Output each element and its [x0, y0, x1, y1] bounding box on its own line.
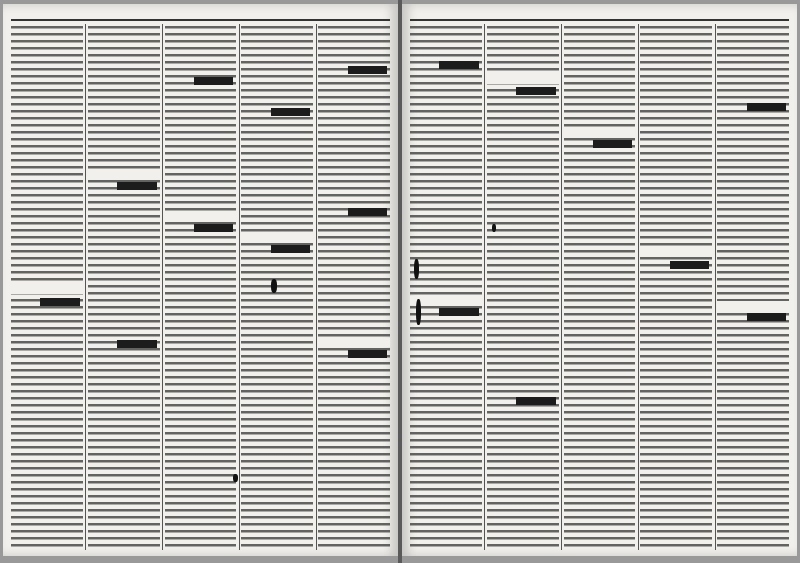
right-page-bold-heading [516, 397, 555, 405]
left-page-bold-heading [271, 245, 310, 253]
left-page-text-column [88, 24, 160, 550]
right-page-text-column [410, 24, 482, 550]
left-page-bold-heading [194, 77, 233, 85]
right-page-paragraph-gap [487, 75, 559, 84]
right-page-ink-mark [416, 299, 421, 325]
left-page-column-rule [239, 24, 240, 550]
left-page [3, 4, 398, 556]
left-page-bold-heading [348, 208, 387, 216]
left-page-column-rule [85, 24, 86, 550]
left-page-bold-heading [40, 298, 79, 306]
left-page-ink-mark [233, 474, 238, 482]
right-page-text-column [487, 24, 559, 550]
left-page-paragraph-gap [88, 169, 160, 178]
right-page-bold-heading [747, 313, 786, 321]
left-page-bold-heading [348, 350, 387, 358]
right-page-paragraph-gap [640, 248, 712, 257]
right-page-column-rule [715, 24, 716, 550]
right-page-paragraph-gap [717, 301, 789, 310]
right-page-ink-mark [492, 224, 496, 232]
left-page-column-rule [162, 24, 163, 550]
right-page-paragraph-gap [410, 296, 482, 305]
left-page-bold-heading [117, 340, 156, 348]
left-page-ink-mark [271, 279, 277, 293]
left-page-paragraph-gap [241, 232, 313, 241]
right-page-bold-heading [670, 261, 709, 269]
right-page-column-rule [484, 24, 485, 550]
right-page-column-rule [561, 24, 562, 550]
left-page-bold-heading [194, 224, 233, 232]
right-page-column-rule [638, 24, 639, 550]
right-page-paragraph-gap [564, 127, 636, 136]
right-page-bold-heading [516, 87, 555, 95]
left-page-paragraph-gap [318, 338, 390, 347]
right-page-bold-heading [747, 103, 786, 111]
left-page-text-column [318, 24, 390, 550]
right-page-bold-heading [439, 308, 478, 316]
left-page-bold-heading [348, 66, 387, 74]
right-page [402, 4, 797, 556]
left-page-header [11, 6, 390, 21]
right-page-header [410, 6, 789, 21]
left-page-column-rule [316, 24, 317, 550]
right-page-text-column [564, 24, 636, 550]
left-page-text-column [241, 24, 313, 550]
left-page-paragraph-gap [11, 285, 83, 294]
right-page-text-column [640, 24, 712, 550]
right-page-ink-mark [414, 259, 419, 279]
right-page-bold-heading [593, 140, 632, 148]
left-page-paragraph-gap [165, 211, 237, 220]
right-page-bold-heading [439, 61, 478, 69]
left-page-bold-heading [117, 182, 156, 190]
left-page-bold-heading [271, 108, 310, 116]
left-page-text-column [165, 24, 237, 550]
